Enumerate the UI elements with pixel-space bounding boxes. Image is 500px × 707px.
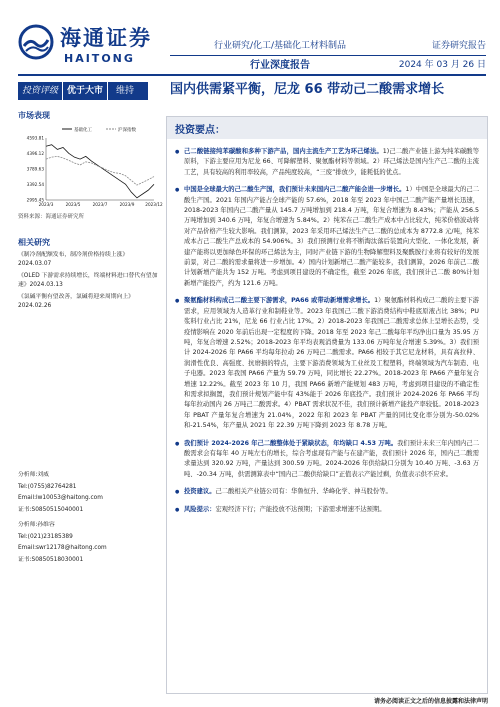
investment-summary-box (166, 116, 488, 694)
summary-bullet (175, 147, 479, 178)
chart-legend (62, 126, 136, 133)
summary-bullet-text: 己二酸相关产业链公司有：华鲁恒升、华峰化学、神马股份等。 (215, 488, 392, 496)
sidebar (18, 104, 158, 122)
summary-bullet (175, 185, 479, 289)
header-divider-thin (170, 55, 486, 56)
chart-y-axis (27, 136, 46, 203)
market-performance-heading: 市场表现 (18, 111, 50, 120)
summary-bullet (175, 487, 479, 497)
summary-header (167, 117, 487, 139)
industry-category: 行业研究/化工/基础化工材料制品 (213, 41, 347, 51)
summary-bullet-text: 1）中国是全球最大的己二酸生产国。2021 年国内产能占全球产能的 57.6%，2018 年至 2023 年中国己二酸产能产量增长迅速，2018-2023 年国内己二酸产量从 145.7 万吨增加到 218.4 万吨，年复合增速为 8.43%；产能从 256.5 万吨增加到 340.6 万吨，年复合增速为 5.84%。2）纯苯在己二酸生产成本中占比较大，纯苯价格波动将对产品价格产生较大影响。我们测算，2023 年采用环己烯法生产己二酸的总成本为 8772.8 元/吨，纯苯成本占己二酸生产总成本的 54.906%。3）我们预测行业将不断淘汰落后装置向大型化、一体化发展，新建产能将以更加绿色环保的环己烯法为主，同时产业链下游的生物降解塑料及聚酰胺行业将有较好的发展前景，对己二酸的需求量将进一步增加。4）国内计划新增己二酸产能较多，我们测算，2026 年前己二酸计划新增产能共为 152 万吨。考虑到项目建设的不确定性，截至 2026 年底，我们预计己二酸 80%计划新增产能投产，约为 121.6 万吨。 (184, 186, 479, 287)
analyst-name: 分析师:孙维容 (18, 522, 55, 528)
series-line-basic-chem (46, 145, 154, 198)
summary-bullet-lead: 我们预计 2024-2026 年己二酸整体处于紧缺状态，年均缺口 4.53 万吨。 (184, 439, 398, 447)
analyst-contacts (18, 470, 158, 566)
summary-heading: 投资要点： (175, 125, 225, 136)
summary-bullet-lead: 风险提示： (184, 505, 216, 513)
chart-source: 资料来源：海通证券研究所 (18, 214, 85, 220)
report-title: 国内供需紧平衡，尼龙 66 带动己二酸需求增长 (170, 82, 445, 97)
y-tick-label: 4593.81 (26, 135, 44, 141)
logo-chinese-name: 海通证券 (60, 25, 152, 50)
legend-label: 沪深指数 (118, 128, 136, 133)
report-date: 2024 年 03 月 26 日 (398, 60, 486, 70)
series-line-hs-index (46, 156, 154, 185)
header-center (180, 40, 380, 72)
rating-value: 优于大市 (62, 82, 108, 100)
summary-bullet-lead: 聚氨酯材料构成己二酸主要下游需求，PA66 或带动新增需求增长。 (184, 297, 375, 305)
analyst-cert: 证书:S0850515040001 (18, 506, 84, 513)
analyst-email[interactable]: Email:swr12178@haitong.com (18, 545, 107, 551)
logo-english-name: HAITONG (64, 52, 135, 65)
report-header (0, 0, 500, 88)
analyst-tel: Tel:(0755)82764281 (18, 483, 77, 490)
summary-bullet-text: 1)己二酸产业链上游为纯苯碳酸等原料，下游主要应用为尼龙 66、可降解塑料、聚氨酯材料等领域。2）环己烯法是国内生产己二酸的主流工艺，具有较高的利用率较高，产品纯度较高，“三废”排放少，能耗低的优点。 (184, 148, 480, 176)
x-tick-label: 2023/9 (119, 202, 135, 207)
y-tick-label: 4396.12 (26, 151, 44, 156)
y-tick-label: 2995.45 (26, 197, 44, 203)
chart-series (46, 145, 154, 198)
summary-bullet (175, 439, 479, 481)
summary-bullet (175, 505, 479, 515)
summary-bullet-text: 我们预计未来三年内国内己二酸需求会有每年 40 万吨左右的增长，综合考虑现有产能与在建产能，我们预计 2026 年，国内己二酸需求量达到 320.92 万吨，产量达到 300.59 万吨。2024-2026 年供给缺口分别为 10.40 万吨、-3.63 万吨、-20.34 万吨，供需测算表中“国内己二酸供给缺口”正值表示产能过剩，负值表示供不应求。 (184, 439, 479, 478)
summary-bullet-text: 宏观经济下行；产能投放不达预期；下游需求增速不达预期。 (215, 505, 386, 513)
x-tick-label: 2023/3 (38, 202, 54, 207)
report-series: 证券研究报告 (431, 41, 486, 51)
summary-bullet-text: 1）聚氨酯材料构成己二酸的主要下游需求，应用领域为人造革行业和制鞋业等。2023 年我国己二酸下游消费结构中鞋底原液占比 38%；PU 浆料行业占比 21%，尼龙 66 行业占比 17%。2）2018-2023 年我国己二酸需求总体上呈增长态势，受疫情影响在 2020 年前后出现一定程度的下降。2018 年至 2023 年己二酸每年平均净出口量为 35.95 万吨，年复合增速 2.52%；2018-2023 年平均表观消费量为 133.06 万吨年复合增速 5.39%。3）我们预计 2024-2026 年 PA66 平均每年拉动 26 万吨己二酸需求。PA66 相较于其它尼龙材料，具有高拉伸、润滑性优良、高强度、抗磨损的特点，主要下游消费领域为工业丝及工程塑料，终端领域为汽车制造、电子电器。2023 年我国 PA66 产量为 59.79 万吨，同比增长 22.27%。2018-2023 年 PA66 产量年复合增速 12.22%。截至 2023 年 10 月，我国 PA66 新增产能规划 483 万吨，考虑到项目建设的不确定性和需求拟搁置，我们预计规划产能中有 43%能于 2026 年底投产。我们预计 2024-2026 年 PA66 平均每年拉动国内 26 万吨己二酸需求。4）PBAT 需求状况不佳，我们预计新增产能投产率较低。2018-2023 年 PBAT 产量年复合增速为 21.04%，2022 年和 2023 年 PBAT 产量的同比变化率分别为-50.02%和-21.54%，年产量从 2021 年 22.39 万吨下降到 2023 年 8.78 万吨。 (184, 297, 479, 430)
header-right (376, 40, 486, 72)
haitong-logo-icon (18, 24, 54, 60)
header-divider (18, 74, 486, 76)
y-tick-label: 3789.63 (26, 166, 44, 172)
legend-label: 基础化工 (74, 128, 92, 133)
market-performance-chart (18, 124, 163, 214)
analyst-name: 分析师:刘威 (18, 472, 49, 478)
disclaimer-footer: 请务必阅读正文之后的信息披露和法律声明 (373, 698, 488, 705)
related-research-heading: 相关研究 (18, 238, 50, 247)
summary-bullet-lead: 中国是全球最大的己二酸生产国，我们预计未来国内己二酸产能会进一步增长。 (184, 186, 406, 194)
summary-bullet-lead: 己二酸链接纯苯碳酸和多种下游产品，国内主流生产工艺为环己烯法。 (184, 148, 383, 155)
analyst-tel: Tel:(021)23185389 (18, 533, 73, 540)
y-tick-label: 3392.54 (26, 182, 44, 187)
related-research-list (18, 251, 158, 314)
analyst-email[interactable]: Email:lw10053@haitong.com (18, 495, 103, 501)
report-type: 行业深度报告 (250, 60, 310, 71)
related-research-item[interactable]: 《氯碱平衡有望改善，氯碱将迎来周期向上》2024.02.26 (18, 294, 134, 309)
summary-body (175, 147, 479, 522)
related-research-item[interactable]: 《OLED 下游需求持续增长，终端材料进口替代有望加速》2024.03.13 (18, 273, 158, 288)
haitong-logo (18, 20, 153, 72)
x-tick-label: 2023/12 (145, 202, 163, 207)
chart-x-axis (39, 200, 163, 207)
x-tick-label: 2023/5 (65, 202, 81, 207)
investment-rating (18, 82, 148, 100)
rating-action: 维持 (116, 86, 135, 96)
summary-bullet (175, 296, 479, 431)
summary-bullet-lead: 投资建议。 (184, 488, 216, 496)
rating-label: 投资评级 (22, 86, 59, 96)
analyst-cert: 证书:S0850518030001 (18, 556, 84, 563)
x-tick-label: 2023/7 (92, 202, 108, 207)
related-research-item[interactable]: 《制冷剂配额发布，制冷剂价格持续上涨》2024.03.07 (18, 252, 129, 267)
